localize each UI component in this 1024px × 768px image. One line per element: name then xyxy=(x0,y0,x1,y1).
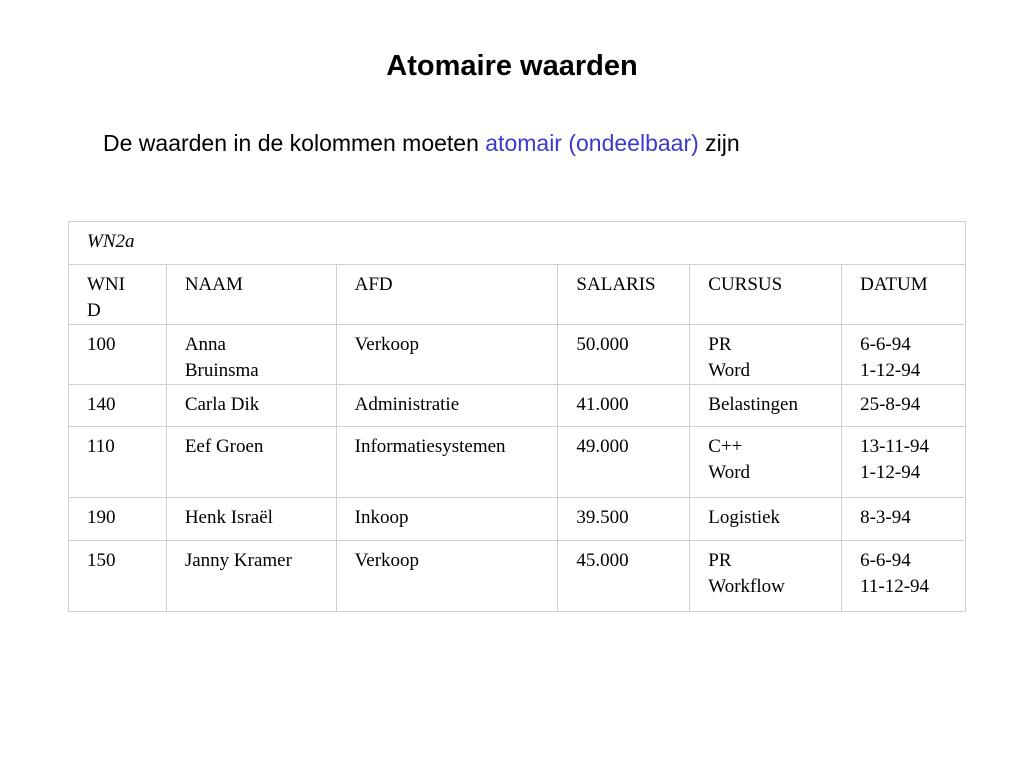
slide-subtitle xyxy=(103,130,740,157)
cell-afd: Verkoop xyxy=(336,325,558,385)
column-header-wnid xyxy=(69,265,167,325)
cell-datum xyxy=(842,498,966,541)
column-header-datum: DATUM xyxy=(842,265,966,325)
cell-cursus-line: Logistiek xyxy=(708,507,781,528)
cell-cursus xyxy=(690,541,842,612)
cell-cursus-line: Belastingen xyxy=(708,394,798,415)
cell-datum-line: 1-12-94 xyxy=(860,360,921,381)
employee-table xyxy=(68,221,966,612)
cell-cursus-line: C++ xyxy=(708,436,743,457)
cell-datum-line: 1-12-94 xyxy=(860,462,921,483)
cell-afd: Informatiesystemen xyxy=(336,427,558,498)
table-row xyxy=(69,385,966,427)
cell-datum xyxy=(842,325,966,385)
cell-afd: Administratie xyxy=(336,385,558,427)
cell-datum-line: 25-8-94 xyxy=(860,394,921,415)
cell-salaris: 39.500 xyxy=(558,498,690,541)
cell-cursus-line: Workflow xyxy=(708,576,785,597)
slide-title: Atomaire waarden xyxy=(386,50,638,82)
cell-naam xyxy=(166,541,336,612)
cell-wnid: 190 xyxy=(69,498,167,541)
cell-cursus xyxy=(690,325,842,385)
table-row xyxy=(69,541,966,612)
column-header-wnid-line2: D xyxy=(87,300,101,321)
table-caption-row xyxy=(69,222,966,265)
cell-cursus-line: Word xyxy=(708,360,751,381)
cell-datum-line: 6-6-94 xyxy=(860,550,911,571)
cell-salaris: 45.000 xyxy=(558,541,690,612)
cell-naam xyxy=(166,498,336,541)
cell-datum-line: 11-12-94 xyxy=(860,576,930,597)
cell-salaris: 50.000 xyxy=(558,325,690,385)
cell-naam-line: Carla Dik xyxy=(184,394,260,415)
cell-datum-line: 13-11-94 xyxy=(860,436,930,457)
table-row xyxy=(69,427,966,498)
cell-wnid: 100 xyxy=(69,325,167,385)
cell-afd: Inkoop xyxy=(336,498,558,541)
subtitle-text-before: De waarden in de kolommen moeten xyxy=(103,130,486,156)
column-header-wnid-line1: WNI xyxy=(87,274,125,295)
cell-naam-line: Bruinsma xyxy=(184,360,259,381)
column-header-afd: AFD xyxy=(336,265,558,325)
column-header-salaris: SALARIS xyxy=(558,265,690,325)
table-row xyxy=(69,325,966,385)
cell-datum xyxy=(842,541,966,612)
cell-salaris: 41.000 xyxy=(558,385,690,427)
cell-naam xyxy=(166,325,336,385)
column-header-naam: NAAM xyxy=(166,265,336,325)
cell-cursus xyxy=(690,427,842,498)
column-header-cursus: CURSUS xyxy=(690,265,842,325)
cell-cursus xyxy=(690,385,842,427)
cell-cursus-line: PR xyxy=(708,334,732,355)
cell-naam-line: Eef Groen xyxy=(184,436,264,457)
cell-salaris: 49.000 xyxy=(558,427,690,498)
cell-datum xyxy=(842,427,966,498)
table-header-row xyxy=(69,265,966,325)
subtitle-highlight: atomair (ondeelbaar) xyxy=(485,130,699,156)
cell-cursus-line: PR xyxy=(708,550,732,571)
cell-datum-line: 8-3-94 xyxy=(860,507,911,528)
cell-datum-line: 6-6-94 xyxy=(860,334,911,355)
cell-naam xyxy=(166,427,336,498)
table-caption: WN2a xyxy=(69,222,966,265)
cell-cursus-line: Word xyxy=(708,462,751,483)
cell-wnid: 110 xyxy=(69,427,167,498)
cell-naam-line: Anna xyxy=(184,334,226,355)
cell-cursus xyxy=(690,498,842,541)
cell-naam-line: Henk Israël xyxy=(184,507,273,528)
cell-afd: Verkoop xyxy=(336,541,558,612)
cell-naam xyxy=(166,385,336,427)
table-row xyxy=(69,498,966,541)
cell-wnid: 150 xyxy=(69,541,167,612)
cell-wnid: 140 xyxy=(69,385,167,427)
subtitle-text-after: zijn xyxy=(698,130,740,156)
cell-naam-line: Janny Kramer xyxy=(184,550,292,571)
cell-datum xyxy=(842,385,966,427)
